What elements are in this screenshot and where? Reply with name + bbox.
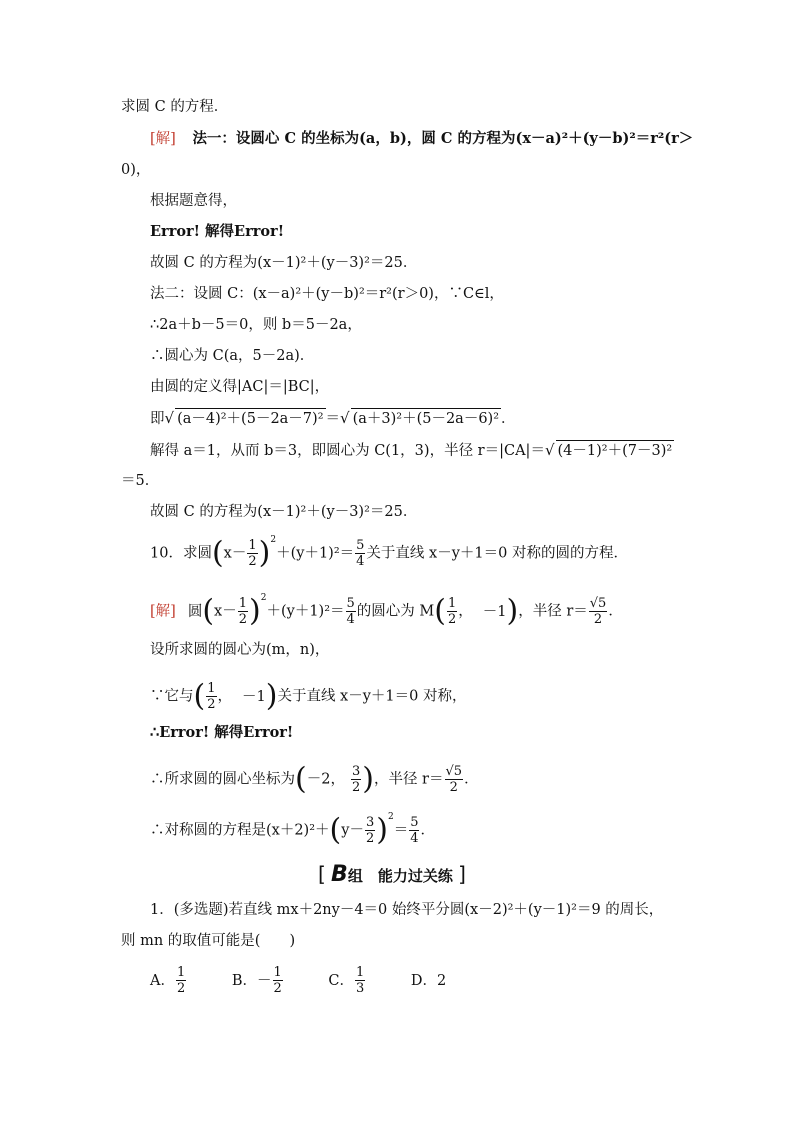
solution-tag: [解] (150, 603, 176, 620)
solution-line: [解] 法一：设圆心 C 的坐标为(a，b)，圆 C 的方程为(x－a)²＋(y－b)²＝r²(r＞ (150, 130, 694, 147)
text-line: 法二：设圆 C：(x－a)²＋(y－b)²＝r²(r＞0)，∵C∈l， (150, 286, 504, 302)
text-line: 故圆 C 的方程为(x－1)²＋(y－3)²＝25． (150, 255, 418, 271)
text-line: ∴2a＋b－5＝0，则 b＝5－2a， (150, 317, 362, 333)
text-line: 解得 a＝1，从而 b＝3，即圆心为 C(1，3)，半径 r＝|CA|＝√ (4－1)²＋(7－3)² (150, 441, 673, 459)
solution-10: [解] 圆(x－ $\frac{1}{2}$ )$^2$＋(y＋1)²＝ $\frac{5}{4}$ 的圆心为 M( $\frac{1}{2}$ ， －1)，半径 r＝ $\frac{√5}{2}$ ． (150, 592, 623, 629)
question-1: 1．(多选题)若直线 mx＋2ny－4＝0 始终平分圆(x－2)²＋(y－1)²＝9 的周长， (150, 902, 664, 918)
question-10: 10．求圆(x－ $\frac{1}{2}$ )$^2$＋(y＋1)²＝ $\frac{5}{4}$ 关于直线 x－y＋1＝0 对称的圆的方程． (150, 534, 628, 571)
error-line: Error! 解得Error! (150, 223, 285, 240)
section-letter: B (331, 862, 348, 887)
option-b[interactable]: B．－ $\frac{1}{2}$ (231, 965, 282, 996)
error-line: ∴Error! 解得Error! (150, 724, 294, 741)
text-line: 0)， (121, 162, 151, 178)
sqrt-line: 即√ (a－4)²＋(5－2a－7)² ＝√ (a＋3)²＋(5－2a－6)² ． (150, 409, 516, 427)
text-line: ∴圆心为 C(a，5－2a)． (150, 348, 315, 364)
option-c[interactable]: C． $\frac{1}{3}$ (328, 965, 365, 996)
text-line: ∴所求圆的圆心坐标为(－2， $\frac{3}{2}$ )，半径 r＝ $\frac{√5}{2}$ ． (150, 761, 479, 797)
option-a[interactable]: A． $\frac{1}{2}$ (150, 965, 186, 996)
text-line: 由圆的定义得|AC|＝|BC|， (150, 379, 330, 395)
question-1-cont: 则 mn 的取值可能是( ) (121, 933, 296, 949)
text-line: 故圆 C 的方程为(x－1)²＋(y－3)²＝25． (150, 504, 418, 520)
text-line: ∵它与( $\frac{1}{2}$ ， －1)关于直线 x－y＋1＝0 对称， (150, 678, 467, 714)
option-d[interactable]: D．2 (410, 972, 447, 989)
answer-options (150, 965, 446, 996)
text-line: ∴对称圆的方程是(x＋2)²＋(y－ $\frac{3}{2}$ )$^2$＝ $\frac{5}{4}$ ． (150, 811, 435, 848)
text-line: ＝5． (121, 473, 160, 489)
text-line: 设所求圆的圆心为(m，n)， (150, 642, 330, 658)
solution-tag: [解] (150, 131, 176, 147)
text-line: 求圆 C 的方程． (121, 99, 229, 115)
section-title: 组 能力过关练 (347, 867, 453, 885)
text-line: 根据题意得， (150, 193, 237, 209)
section-header: [ B组 能力过关练 ] (318, 862, 466, 887)
